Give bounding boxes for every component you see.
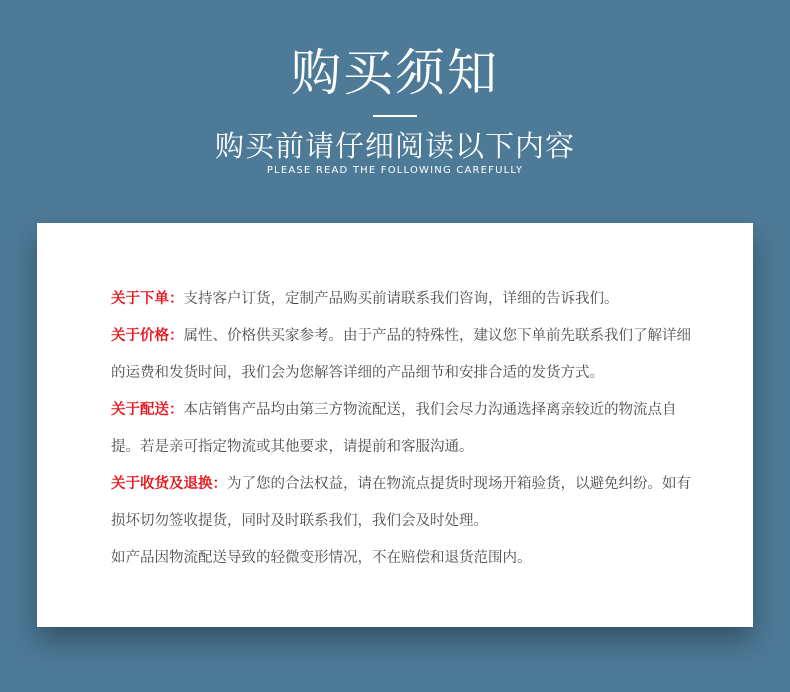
page-title: 购买须知 [291,44,499,102]
section-label: 关于下单： [111,291,184,307]
notice-card [37,223,753,627]
section-text: 本店销售产品均由第三方物流配送，我们会尽力沟通选择离亲较近的物流点自提。若是亲可指定物流或其他要求，请提前和客服沟通。 [111,402,677,455]
page-subtitle-english: PLEASE READ THE FOLLOWING CAREFULLY [266,165,524,176]
section-text: 属性、价格供买家参考。由于产品的特殊性，建议您下单前先联系我们了解详细的运费和发货时间，我们会为您解答详细的产品细节和安排合适的发货方式。 [111,328,691,381]
section-label: 关于收货及退换： [111,476,227,492]
section-pricing [111,318,691,392]
title-divider [373,115,417,117]
notice-content [111,281,691,577]
section-receipt-returns [111,466,691,540]
section-note [111,540,691,577]
section-text: 如产品因物流配送导致的轻微变形情况，不在赔偿和退货范围内。 [111,550,532,566]
section-text: 支持客户订货，定制产品购买前请联系我们咨询，详细的告诉我们。 [183,291,619,307]
section-delivery [111,392,691,466]
page-subtitle: 购买前请仔细阅读以下内容 [214,129,575,163]
section-ordering [111,281,691,318]
section-text: 为了您的合法权益，请在物流点提货时现场开箱验货，以避免纠纷。如有损坏切勿签收提货，同时及时联系我们，我们会及时处理。 [111,476,691,529]
section-label: 关于价格： [111,328,184,344]
section-label: 关于配送： [111,402,184,418]
header [0,0,790,200]
